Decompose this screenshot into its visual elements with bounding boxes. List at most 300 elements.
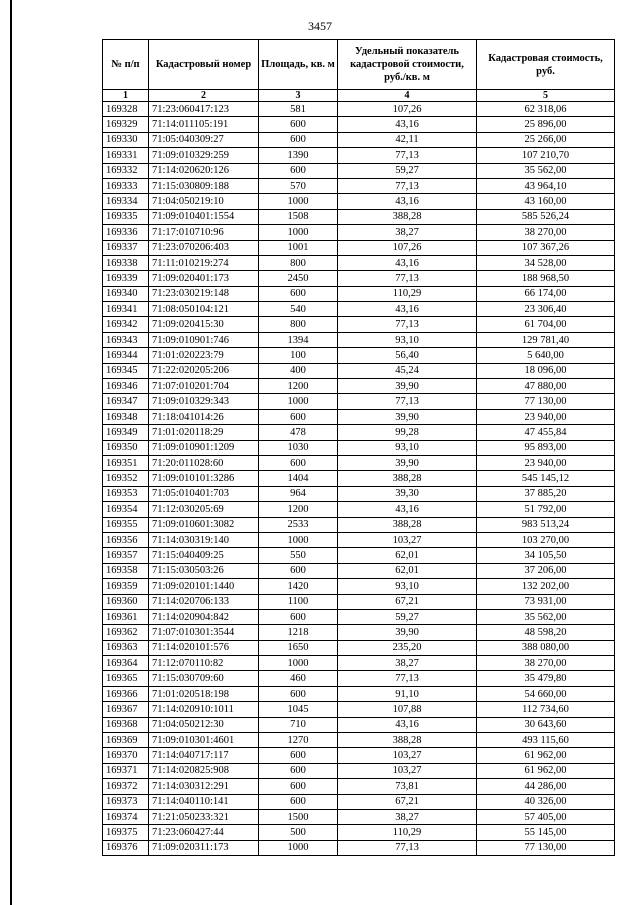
specific-value-cell: 103,27 bbox=[338, 763, 477, 778]
row-index-cell: 169357 bbox=[103, 548, 149, 563]
specific-value-cell: 77,13 bbox=[338, 671, 477, 686]
cadastral-number-cell: 71:20:011028:60 bbox=[149, 455, 259, 470]
row-index-cell: 169338 bbox=[103, 255, 149, 270]
cadastral-value-cell: 47 455,84 bbox=[477, 425, 615, 440]
area-cell: 710 bbox=[259, 717, 338, 732]
area-cell: 600 bbox=[259, 763, 338, 778]
area-cell: 600 bbox=[259, 117, 338, 132]
cadastral-value-cell: 30 643,60 bbox=[477, 717, 615, 732]
cadastral-value-cell: 35 562,00 bbox=[477, 609, 615, 624]
specific-value-cell: 93,10 bbox=[338, 579, 477, 594]
area-cell: 100 bbox=[259, 348, 338, 363]
row-index-cell: 169346 bbox=[103, 379, 149, 394]
table-row bbox=[103, 794, 615, 809]
table-body bbox=[103, 102, 615, 856]
row-index-cell: 169354 bbox=[103, 502, 149, 517]
table-row bbox=[103, 178, 615, 193]
cadastral-value-cell: 61 704,00 bbox=[477, 317, 615, 332]
row-index-cell: 169372 bbox=[103, 779, 149, 794]
row-index-cell: 169351 bbox=[103, 455, 149, 470]
cadastral-number-cell: 71:09:020311:173 bbox=[149, 840, 259, 855]
table-row bbox=[103, 148, 615, 163]
cadastral-number-cell: 71:14:011105:191 bbox=[149, 117, 259, 132]
area-cell: 600 bbox=[259, 794, 338, 809]
area-cell: 600 bbox=[259, 609, 338, 624]
specific-value-cell: 388,28 bbox=[338, 209, 477, 224]
cadastral-number-cell: 71:09:010329:343 bbox=[149, 394, 259, 409]
area-cell: 2450 bbox=[259, 271, 338, 286]
column-number: 1 bbox=[103, 90, 149, 102]
specific-value-cell: 43,16 bbox=[338, 502, 477, 517]
area-cell: 1200 bbox=[259, 502, 338, 517]
area-cell: 1390 bbox=[259, 148, 338, 163]
cadastral-number-cell: 71:09:010101:3286 bbox=[149, 471, 259, 486]
table-row bbox=[103, 317, 615, 332]
row-index-cell: 169355 bbox=[103, 517, 149, 532]
cadastral-number-cell: 71:09:010901:1209 bbox=[149, 440, 259, 455]
specific-value-cell: 39,90 bbox=[338, 455, 477, 470]
cadastral-value-cell: 51 792,00 bbox=[477, 502, 615, 517]
cadastral-number-cell: 71:01:020518:198 bbox=[149, 686, 259, 701]
cadastral-number-cell: 71:01:020118:29 bbox=[149, 425, 259, 440]
specific-value-cell: 388,28 bbox=[338, 517, 477, 532]
area-cell: 1508 bbox=[259, 209, 338, 224]
cadastral-number-cell: 71:09:010901:746 bbox=[149, 332, 259, 347]
row-index-cell: 169375 bbox=[103, 825, 149, 840]
row-index-cell: 169342 bbox=[103, 317, 149, 332]
specific-value-cell: 43,16 bbox=[338, 302, 477, 317]
table-row bbox=[103, 594, 615, 609]
cadastral-value-cell: 23 306,40 bbox=[477, 302, 615, 317]
specific-value-cell: 77,13 bbox=[338, 271, 477, 286]
header-cadastral-number: Кадастровый номер bbox=[149, 40, 259, 90]
cadastral-value-cell: 62 318,06 bbox=[477, 102, 615, 117]
row-index-cell: 169362 bbox=[103, 625, 149, 640]
specific-value-cell: 107,26 bbox=[338, 102, 477, 117]
table-row bbox=[103, 348, 615, 363]
table-row bbox=[103, 717, 615, 732]
table-row bbox=[103, 625, 615, 640]
cadastral-value-cell: 129 781,40 bbox=[477, 332, 615, 347]
header-cadastral-value: Кадастровая стоимость, руб. bbox=[477, 40, 615, 90]
specific-value-cell: 38,27 bbox=[338, 656, 477, 671]
specific-value-cell: 59,27 bbox=[338, 163, 477, 178]
cadastral-number-cell: 71:15:030809:188 bbox=[149, 178, 259, 193]
row-index-cell: 169336 bbox=[103, 225, 149, 240]
cadastral-value-cell: 40 326,00 bbox=[477, 794, 615, 809]
area-cell: 1650 bbox=[259, 640, 338, 655]
specific-value-cell: 43,16 bbox=[338, 717, 477, 732]
specific-value-cell: 110,29 bbox=[338, 286, 477, 301]
table-row bbox=[103, 486, 615, 501]
row-index-cell: 169374 bbox=[103, 809, 149, 824]
specific-value-cell: 59,27 bbox=[338, 609, 477, 624]
page-margin-line bbox=[10, 0, 12, 905]
area-cell: 964 bbox=[259, 486, 338, 501]
cadastral-value-cell: 112 734,60 bbox=[477, 702, 615, 717]
row-index-cell: 169369 bbox=[103, 733, 149, 748]
cadastral-value-cell: 107 210,70 bbox=[477, 148, 615, 163]
table-row bbox=[103, 332, 615, 347]
area-cell: 1030 bbox=[259, 440, 338, 455]
row-index-cell: 169353 bbox=[103, 486, 149, 501]
table-row bbox=[103, 825, 615, 840]
cadastral-number-cell: 71:14:030312:291 bbox=[149, 779, 259, 794]
cadastral-number-cell: 71:23:070206:403 bbox=[149, 240, 259, 255]
table-row bbox=[103, 702, 615, 717]
area-cell: 600 bbox=[259, 163, 338, 178]
cadastral-number-cell: 71:23:060417:123 bbox=[149, 102, 259, 117]
area-cell: 570 bbox=[259, 178, 338, 193]
cadastral-number-cell: 71:11:010219:274 bbox=[149, 255, 259, 270]
row-index-cell: 169370 bbox=[103, 748, 149, 763]
cadastral-number-cell: 71:17:010710:96 bbox=[149, 225, 259, 240]
area-cell: 478 bbox=[259, 425, 338, 440]
cadastral-number-cell: 71:14:020825:908 bbox=[149, 763, 259, 778]
area-cell: 460 bbox=[259, 671, 338, 686]
header-row bbox=[103, 40, 615, 90]
specific-value-cell: 67,21 bbox=[338, 594, 477, 609]
table-row bbox=[103, 255, 615, 270]
specific-value-cell: 99,28 bbox=[338, 425, 477, 440]
table-row bbox=[103, 532, 615, 547]
cadastral-number-cell: 71:04:050212:30 bbox=[149, 717, 259, 732]
cadastral-value-cell: 43 964,10 bbox=[477, 178, 615, 193]
area-cell: 600 bbox=[259, 132, 338, 147]
cadastral-value-cell: 585 526,24 bbox=[477, 209, 615, 224]
table-row bbox=[103, 840, 615, 855]
cadastral-value-cell: 77 130,00 bbox=[477, 394, 615, 409]
area-cell: 540 bbox=[259, 302, 338, 317]
cadastral-value-cell: 34 105,50 bbox=[477, 548, 615, 563]
area-cell: 550 bbox=[259, 548, 338, 563]
row-index-cell: 169328 bbox=[103, 102, 149, 117]
cadastral-number-cell: 71:15:040409:25 bbox=[149, 548, 259, 563]
specific-value-cell: 91,10 bbox=[338, 686, 477, 701]
cadastral-value-cell: 983 513,24 bbox=[477, 517, 615, 532]
cadastral-value-cell: 103 270,00 bbox=[477, 532, 615, 547]
header-area: Площадь, кв. м bbox=[259, 40, 338, 90]
table-row bbox=[103, 656, 615, 671]
cadastral-value-cell: 35 479,80 bbox=[477, 671, 615, 686]
area-cell: 400 bbox=[259, 363, 338, 378]
area-cell: 800 bbox=[259, 255, 338, 270]
cadastral-value-cell: 44 286,00 bbox=[477, 779, 615, 794]
row-index-cell: 169341 bbox=[103, 302, 149, 317]
specific-value-cell: 103,27 bbox=[338, 532, 477, 547]
cadastral-number-cell: 71:21:050233:321 bbox=[149, 809, 259, 824]
specific-value-cell: 43,16 bbox=[338, 117, 477, 132]
cadastral-number-cell: 71:14:020620:126 bbox=[149, 163, 259, 178]
cadastral-number-cell: 71:14:020101:576 bbox=[149, 640, 259, 655]
cadastral-number-cell: 71:09:020401:173 bbox=[149, 271, 259, 286]
row-index-cell: 169344 bbox=[103, 348, 149, 363]
table-row bbox=[103, 209, 615, 224]
specific-value-cell: 39,30 bbox=[338, 486, 477, 501]
specific-value-cell: 67,21 bbox=[338, 794, 477, 809]
area-cell: 600 bbox=[259, 563, 338, 578]
cadastral-value-cell: 77 130,00 bbox=[477, 840, 615, 855]
specific-value-cell: 62,01 bbox=[338, 548, 477, 563]
cadastral-number-cell: 71:22:020205:206 bbox=[149, 363, 259, 378]
cadastral-value-cell: 43 160,00 bbox=[477, 194, 615, 209]
cadastral-value-cell: 493 115,60 bbox=[477, 733, 615, 748]
table-row bbox=[103, 409, 615, 424]
row-index-cell: 169358 bbox=[103, 563, 149, 578]
row-index-cell: 169329 bbox=[103, 117, 149, 132]
area-cell: 1045 bbox=[259, 702, 338, 717]
specific-value-cell: 107,88 bbox=[338, 702, 477, 717]
cadastral-value-cell: 388 080,00 bbox=[477, 640, 615, 655]
cadastral-value-cell: 5 640,00 bbox=[477, 348, 615, 363]
specific-value-cell: 43,16 bbox=[338, 255, 477, 270]
area-cell: 1000 bbox=[259, 656, 338, 671]
cadastral-value-cell: 61 962,00 bbox=[477, 763, 615, 778]
row-index-cell: 169367 bbox=[103, 702, 149, 717]
cadastral-number-cell: 71:23:060427:44 bbox=[149, 825, 259, 840]
cadastral-value-cell: 23 940,00 bbox=[477, 455, 615, 470]
area-cell: 2533 bbox=[259, 517, 338, 532]
table-row bbox=[103, 517, 615, 532]
table-row bbox=[103, 302, 615, 317]
area-cell: 1100 bbox=[259, 594, 338, 609]
cadastral-number-cell: 71:15:030709:60 bbox=[149, 671, 259, 686]
table-row bbox=[103, 563, 615, 578]
specific-value-cell: 388,28 bbox=[338, 471, 477, 486]
cadastral-number-cell: 71:05:040309:27 bbox=[149, 132, 259, 147]
row-index-cell: 169365 bbox=[103, 671, 149, 686]
area-cell: 1404 bbox=[259, 471, 338, 486]
row-index-cell: 169360 bbox=[103, 594, 149, 609]
cadastral-number-cell: 71:14:040110:141 bbox=[149, 794, 259, 809]
cadastral-value-cell: 38 270,00 bbox=[477, 656, 615, 671]
specific-value-cell: 110,29 bbox=[338, 825, 477, 840]
area-cell: 600 bbox=[259, 286, 338, 301]
cadastral-value-cell: 35 562,00 bbox=[477, 163, 615, 178]
table-row bbox=[103, 286, 615, 301]
row-index-cell: 169347 bbox=[103, 394, 149, 409]
cadastral-number-cell: 71:07:010301:3544 bbox=[149, 625, 259, 640]
specific-value-cell: 103,27 bbox=[338, 748, 477, 763]
cadastral-number-cell: 71:18:041014:26 bbox=[149, 409, 259, 424]
cadastral-value-cell: 132 202,00 bbox=[477, 579, 615, 594]
specific-value-cell: 77,13 bbox=[338, 394, 477, 409]
cadastral-value-cell: 38 270,00 bbox=[477, 225, 615, 240]
cadastral-value-cell: 37 885,20 bbox=[477, 486, 615, 501]
cadastral-value-cell: 54 660,00 bbox=[477, 686, 615, 701]
row-index-cell: 169368 bbox=[103, 717, 149, 732]
row-index-cell: 169349 bbox=[103, 425, 149, 440]
row-index-cell: 169339 bbox=[103, 271, 149, 286]
row-index-cell: 169331 bbox=[103, 148, 149, 163]
cadastral-number-cell: 71:12:030205:69 bbox=[149, 502, 259, 517]
specific-value-cell: 77,13 bbox=[338, 840, 477, 855]
row-index-cell: 169345 bbox=[103, 363, 149, 378]
area-cell: 500 bbox=[259, 825, 338, 840]
cadastral-value-cell: 73 931,00 bbox=[477, 594, 615, 609]
row-index-cell: 169337 bbox=[103, 240, 149, 255]
area-cell: 1270 bbox=[259, 733, 338, 748]
specific-value-cell: 39,90 bbox=[338, 625, 477, 640]
table-row bbox=[103, 379, 615, 394]
cadastral-value-cell: 95 893,00 bbox=[477, 440, 615, 455]
area-cell: 600 bbox=[259, 779, 338, 794]
row-index-cell: 169366 bbox=[103, 686, 149, 701]
row-index-cell: 169334 bbox=[103, 194, 149, 209]
area-cell: 600 bbox=[259, 455, 338, 470]
table-row bbox=[103, 117, 615, 132]
cadastral-number-cell: 71:09:010601:3082 bbox=[149, 517, 259, 532]
column-number: 4 bbox=[338, 90, 477, 102]
table-row bbox=[103, 102, 615, 117]
row-index-cell: 169343 bbox=[103, 332, 149, 347]
cadastral-number-cell: 71:05:010401:703 bbox=[149, 486, 259, 501]
header-specific-value: Удельный показатель кадастровой стоимости, руб./кв. м bbox=[338, 40, 477, 90]
table-row bbox=[103, 394, 615, 409]
area-cell: 600 bbox=[259, 748, 338, 763]
cadastral-value-cell: 545 145,12 bbox=[477, 471, 615, 486]
cadastral-value-cell: 37 206,00 bbox=[477, 563, 615, 578]
table-row bbox=[103, 579, 615, 594]
cadastral-value-cell: 48 598,20 bbox=[477, 625, 615, 640]
row-index-cell: 169361 bbox=[103, 609, 149, 624]
specific-value-cell: 388,28 bbox=[338, 733, 477, 748]
area-cell: 1000 bbox=[259, 194, 338, 209]
specific-value-cell: 93,10 bbox=[338, 440, 477, 455]
area-cell: 1000 bbox=[259, 532, 338, 547]
area-cell: 1420 bbox=[259, 579, 338, 594]
specific-value-cell: 93,10 bbox=[338, 332, 477, 347]
column-number: 2 bbox=[149, 90, 259, 102]
cadastral-number-cell: 71:07:010201:704 bbox=[149, 379, 259, 394]
cadastral-number-cell: 71:15:030503:26 bbox=[149, 563, 259, 578]
area-cell: 1500 bbox=[259, 809, 338, 824]
area-cell: 1000 bbox=[259, 840, 338, 855]
table-row bbox=[103, 425, 615, 440]
cadastral-number-cell: 71:08:050104:121 bbox=[149, 302, 259, 317]
cadastral-value-cell: 25 266,00 bbox=[477, 132, 615, 147]
row-index-cell: 169376 bbox=[103, 840, 149, 855]
specific-value-cell: 77,13 bbox=[338, 317, 477, 332]
cadastral-number-cell: 71:09:010401:1554 bbox=[149, 209, 259, 224]
header-index: № п/п bbox=[103, 40, 149, 90]
cadastral-number-cell: 71:14:020910:1011 bbox=[149, 702, 259, 717]
row-index-cell: 169356 bbox=[103, 532, 149, 547]
row-index-cell: 169340 bbox=[103, 286, 149, 301]
table-row bbox=[103, 548, 615, 563]
table-row bbox=[103, 225, 615, 240]
cadastral-value-cell: 47 880,00 bbox=[477, 379, 615, 394]
table-row bbox=[103, 609, 615, 624]
cadastral-value-cell: 34 528,00 bbox=[477, 255, 615, 270]
specific-value-cell: 45,24 bbox=[338, 363, 477, 378]
specific-value-cell: 77,13 bbox=[338, 178, 477, 193]
specific-value-cell: 39,90 bbox=[338, 379, 477, 394]
row-index-cell: 169348 bbox=[103, 409, 149, 424]
cadastral-value-cell: 18 096,00 bbox=[477, 363, 615, 378]
table-row bbox=[103, 640, 615, 655]
table-row bbox=[103, 809, 615, 824]
table-row bbox=[103, 671, 615, 686]
table-row bbox=[103, 194, 615, 209]
cadastral-value-cell: 55 145,00 bbox=[477, 825, 615, 840]
cadastral-number-cell: 71:23:030219:148 bbox=[149, 286, 259, 301]
table-row bbox=[103, 240, 615, 255]
area-cell: 1218 bbox=[259, 625, 338, 640]
column-number-row bbox=[103, 90, 615, 102]
cadastral-number-cell: 71:09:010329:259 bbox=[149, 148, 259, 163]
cadastral-value-cell: 23 940,00 bbox=[477, 409, 615, 424]
area-cell: 581 bbox=[259, 102, 338, 117]
table-row bbox=[103, 471, 615, 486]
area-cell: 600 bbox=[259, 686, 338, 701]
area-cell: 1000 bbox=[259, 225, 338, 240]
cadastral-value-cell: 188 968,50 bbox=[477, 271, 615, 286]
cadastral-number-cell: 71:14:030319:140 bbox=[149, 532, 259, 547]
specific-value-cell: 62,01 bbox=[338, 563, 477, 578]
cadastral-number-cell: 71:09:020415:30 bbox=[149, 317, 259, 332]
row-index-cell: 169330 bbox=[103, 132, 149, 147]
row-index-cell: 169332 bbox=[103, 163, 149, 178]
specific-value-cell: 107,26 bbox=[338, 240, 477, 255]
specific-value-cell: 77,13 bbox=[338, 148, 477, 163]
specific-value-cell: 38,27 bbox=[338, 809, 477, 824]
row-index-cell: 169352 bbox=[103, 471, 149, 486]
cadastral-number-cell: 71:04:050219:10 bbox=[149, 194, 259, 209]
cadastral-value-cell: 107 367,26 bbox=[477, 240, 615, 255]
table-row bbox=[103, 363, 615, 378]
row-index-cell: 169364 bbox=[103, 656, 149, 671]
table-row bbox=[103, 271, 615, 286]
row-index-cell: 169350 bbox=[103, 440, 149, 455]
cadastral-value-cell: 61 962,00 bbox=[477, 748, 615, 763]
row-index-cell: 169363 bbox=[103, 640, 149, 655]
cadastral-number-cell: 71:01:020223:79 bbox=[149, 348, 259, 363]
cadastral-table bbox=[102, 39, 615, 856]
table-row bbox=[103, 163, 615, 178]
column-number: 3 bbox=[259, 90, 338, 102]
area-cell: 1200 bbox=[259, 379, 338, 394]
cadastral-number-cell: 71:14:020706:133 bbox=[149, 594, 259, 609]
area-cell: 600 bbox=[259, 409, 338, 424]
cadastral-number-cell: 71:14:040717:117 bbox=[149, 748, 259, 763]
cadastral-value-cell: 25 896,00 bbox=[477, 117, 615, 132]
specific-value-cell: 235,20 bbox=[338, 640, 477, 655]
table-row bbox=[103, 686, 615, 701]
table-row bbox=[103, 779, 615, 794]
area-cell: 1000 bbox=[259, 394, 338, 409]
row-index-cell: 169371 bbox=[103, 763, 149, 778]
specific-value-cell: 56,40 bbox=[338, 348, 477, 363]
specific-value-cell: 42,11 bbox=[338, 132, 477, 147]
cadastral-number-cell: 71:14:020904:842 bbox=[149, 609, 259, 624]
cadastral-number-cell: 71:12:070110:82 bbox=[149, 656, 259, 671]
table-row bbox=[103, 440, 615, 455]
area-cell: 800 bbox=[259, 317, 338, 332]
specific-value-cell: 73,81 bbox=[338, 779, 477, 794]
table-row bbox=[103, 132, 615, 147]
specific-value-cell: 43,16 bbox=[338, 194, 477, 209]
specific-value-cell: 39,90 bbox=[338, 409, 477, 424]
column-number: 5 bbox=[477, 90, 615, 102]
table-row bbox=[103, 455, 615, 470]
page-number: 3457 bbox=[308, 19, 332, 33]
table-row bbox=[103, 733, 615, 748]
specific-value-cell: 38,27 bbox=[338, 225, 477, 240]
table-row bbox=[103, 502, 615, 517]
row-index-cell: 169359 bbox=[103, 579, 149, 594]
table-row bbox=[103, 748, 615, 763]
